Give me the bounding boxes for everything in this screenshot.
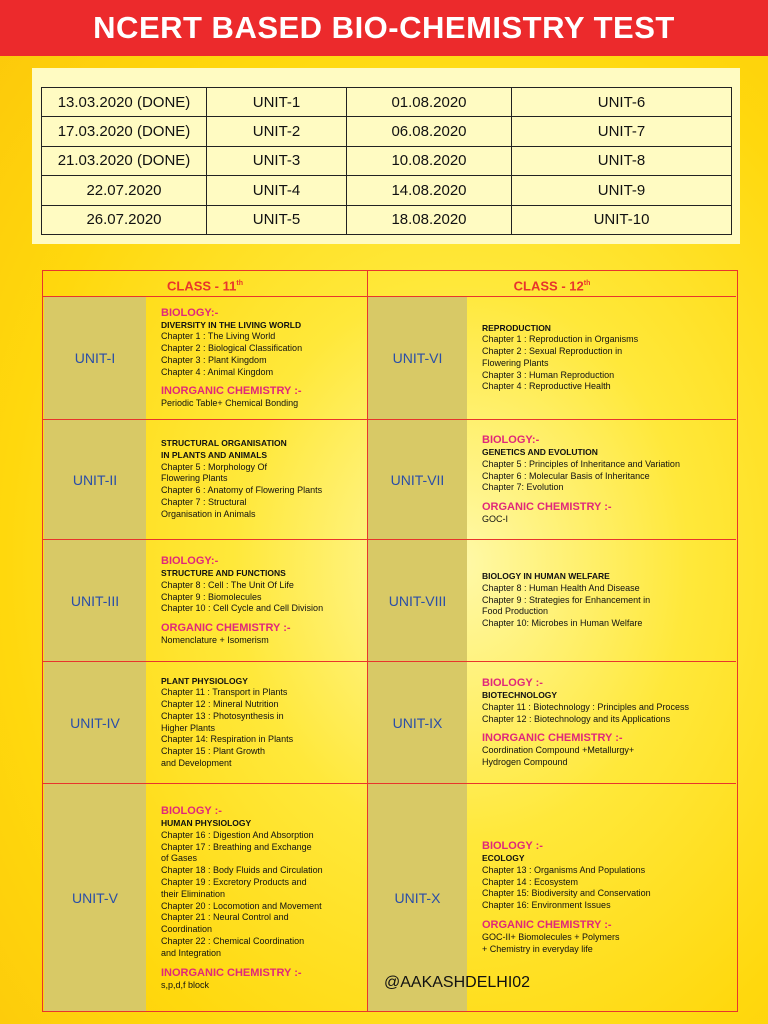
chapter-line: Chapter 4 : Reproductive Health: [482, 381, 611, 392]
section-heading: INORGANIC CHEMISTRY :-: [161, 966, 302, 979]
chapter-line: Chapter 2 : Sexual Reproduction in: [482, 346, 623, 357]
chapter-line: Organisation in Animals: [161, 508, 256, 519]
unit-label: UNIT-I: [44, 297, 146, 419]
unit-content: [482, 676, 733, 769]
schedule-date: 13.03.2020 (DONE): [42, 88, 207, 117]
chapter-line: Chapter 5 : Principles of Inheritance and Variation: [482, 458, 680, 469]
chapter-line: Periodic Table+ Chemical Bonding: [161, 398, 299, 409]
schedule-table: [41, 87, 732, 235]
topic-title: GENETICS AND EVOLUTION: [482, 447, 598, 457]
chapter-line: Chapter 19 : Excretory Products and: [161, 876, 307, 887]
chapter-line: Coordination: [161, 924, 213, 935]
unit-label: UNIT-X: [368, 784, 467, 1011]
schedule-date: 21.03.2020 (DONE): [42, 146, 207, 175]
schedule-unit: UNIT-3: [207, 146, 347, 175]
section-heading: BIOLOGY :-: [482, 677, 543, 689]
schedule-row: [42, 205, 732, 234]
chapter-line: and Integration: [161, 947, 222, 958]
class-11-header: CLASS - 11th: [167, 278, 243, 294]
chapter-line: + Chemistry in everyday life: [482, 943, 593, 954]
schedule-unit: UNIT-4: [207, 176, 347, 205]
chapter-line: Chapter 16: Environment Issues: [482, 900, 611, 911]
chapter-line: Coordination Compound +Metallurgy+: [482, 745, 635, 756]
unit-content: [482, 433, 733, 526]
topic-title: BIOLOGY IN HUMAN WELFARE: [482, 571, 610, 581]
schedule-unit: UNIT-7: [512, 117, 732, 146]
unit-label: UNIT-VI: [368, 297, 467, 419]
chapter-line: Chapter 13 : Photosynthesis in: [161, 710, 284, 721]
schedule-row: [42, 176, 732, 205]
unit-label: UNIT-VIII: [368, 540, 467, 661]
topic-title: PLANT PHYSIOLOGY: [161, 675, 248, 686]
chapter-line: and Development: [161, 758, 232, 769]
chapter-line: Chapter 18 : Body Fluids and Circulation: [161, 865, 323, 876]
section-heading: ORGANIC CHEMISTRY :-: [482, 918, 612, 931]
topic-title: ECOLOGY: [482, 853, 525, 863]
unit-content: [482, 571, 733, 630]
section-heading: BIOLOGY :-: [161, 805, 222, 817]
schedule-date: 06.08.2020: [347, 117, 512, 146]
chapter-line: Chapter 14 : Ecosystem: [482, 876, 579, 887]
chapter-line: Food Production: [482, 606, 549, 617]
chapter-line: Flowering Plants: [482, 357, 549, 368]
section-heading: INORGANIC CHEMISTRY :-: [482, 732, 623, 745]
unit-label: UNIT-V: [44, 784, 146, 1011]
topic-title: IN PLANTS AND ANIMALS: [161, 449, 268, 460]
chapter-line: Chapter 12 : Biotechnology and its Applications: [482, 713, 671, 724]
section-heading: ORGANIC CHEMISTRY :-: [482, 501, 612, 514]
chapter-line: their Elimination: [161, 888, 226, 899]
unit-content: [161, 676, 363, 770]
chapter-line: GOC-II+ Biomolecules + Polymers: [482, 931, 620, 942]
chapter-line: Chapter 9 : Biomolecules: [161, 591, 262, 602]
chapter-line: Chapter 6 : Anatomy of Flowering Plants: [161, 485, 323, 496]
chapter-line: Chapter 14: Respiration in Plants: [161, 734, 294, 745]
chapter-line: GOC-I: [482, 514, 508, 525]
chapter-line: of Gases: [161, 853, 198, 864]
chapter-line: Higher Plants: [161, 722, 216, 733]
schedule-unit: UNIT-6: [512, 88, 732, 117]
schedule-date: 18.08.2020: [347, 205, 512, 234]
schedule-date: 10.08.2020: [347, 146, 512, 175]
unit-label: UNIT-IV: [44, 662, 146, 783]
section-heading: BIOLOGY:-: [482, 434, 540, 446]
chapter-line: Chapter 6 : Molecular Basis of Inheritance: [482, 470, 650, 481]
topic-title: HUMAN PHYSIOLOGY: [161, 818, 252, 828]
unit-content: [161, 306, 363, 411]
topic-title: STRUCTURE AND FUNCTIONS: [161, 568, 286, 578]
unit-content: [161, 438, 363, 521]
unit-content: [161, 804, 363, 991]
schedule-row: [42, 117, 732, 146]
section-heading: BIOLOGY:-: [161, 306, 219, 319]
chapter-line: Chapter 21 : Neural Control and: [161, 912, 289, 923]
schedule-unit: UNIT-10: [512, 205, 732, 234]
section-heading: BIOLOGY:-: [161, 555, 219, 567]
schedule-unit: UNIT-9: [512, 176, 732, 205]
topic-title: DIVERSITY IN THE LIVING WORLD: [161, 319, 302, 330]
chapter-line: Chapter 1 : The Living World: [161, 331, 276, 342]
chapter-line: Chapter 17 : Breathing and Exchange: [161, 841, 312, 852]
schedule-date: 26.07.2020: [42, 205, 207, 234]
schedule-row: [42, 88, 732, 117]
chapter-line: Chapter 10: Microbes in Human Welfare: [482, 618, 643, 629]
chapter-line: Chapter 3 : Human Reproduction: [482, 369, 615, 380]
chapter-line: Chapter 15 : Plant Growth: [161, 746, 266, 757]
chapter-line: Hydrogen Compound: [482, 757, 568, 768]
schedule-date: 14.08.2020: [347, 176, 512, 205]
schedule-unit: UNIT-2: [207, 117, 347, 146]
chapter-line: Chapter 15: Biodiversity and Conservation: [482, 888, 651, 899]
chapter-line: Chapter 10 : Cell Cycle and Cell Division: [161, 603, 324, 614]
chapter-line: Chapter 8 : Human Health And Disease: [482, 582, 640, 593]
chapter-line: Chapter 11 : Biotechnology : Principles and Process: [482, 701, 689, 712]
syllabus-grid: [42, 270, 738, 1012]
unit-label: UNIT-II: [44, 420, 146, 539]
topic-title: BIOTECHNOLOGY: [482, 690, 558, 700]
unit-label: UNIT-III: [44, 540, 146, 661]
chapter-line: Chapter 2 : Biological Classification: [161, 343, 303, 354]
unit-content: [482, 323, 733, 394]
section-heading: ORGANIC CHEMISTRY :-: [161, 622, 291, 635]
unit-content: [161, 554, 363, 647]
schedule-date: 22.07.2020: [42, 176, 207, 205]
topic-title: REPRODUCTION: [482, 322, 551, 333]
chapter-line: s,p,d,f block: [161, 979, 210, 990]
chapter-line: Chapter 4 : Animal Kingdom: [161, 366, 274, 377]
section-heading: BIOLOGY :-: [482, 840, 543, 852]
chapter-line: Chapter 11 : Transport in Plants: [161, 687, 288, 698]
page-title: NCERT BASED BIO-CHEMISTRY TEST: [0, 0, 768, 56]
chapter-line: Chapter 1 : Reproduction in Organisms: [482, 334, 639, 345]
chapter-line: Chapter 20 : Locomotion and Movement: [161, 900, 322, 911]
schedule-row: [42, 146, 732, 175]
schedule-unit: UNIT-8: [512, 146, 732, 175]
schedule-unit: UNIT-1: [207, 88, 347, 117]
chapter-line: Chapter 7 : Structural: [161, 496, 247, 507]
chapter-line: Chapter 22 : Chemical Coordination: [161, 935, 305, 946]
class-12-header: CLASS - 12th: [513, 278, 591, 294]
chapter-line: Chapter 9 : Strategies for Enhancement in: [482, 594, 651, 605]
section-heading: INORGANIC CHEMISTRY :-: [161, 385, 302, 398]
schedule-date: 01.08.2020: [347, 88, 512, 117]
chapter-line: Chapter 7: Evolution: [482, 482, 564, 493]
watermark-handle: @AAKASHDELHI02: [384, 974, 531, 991]
chapter-line: Chapter 3 : Plant Kingdom: [161, 354, 267, 365]
unit-label: UNIT-IX: [368, 662, 467, 783]
schedule-date: 17.03.2020 (DONE): [42, 117, 207, 146]
schedule-unit: UNIT-5: [207, 205, 347, 234]
unit-content: [482, 839, 733, 956]
topic-title: STRUCTURAL ORGANISATION: [161, 438, 287, 448]
chapter-line: Chapter 8 : Cell : The Unit Of Life: [161, 579, 294, 590]
chapter-line: Nomenclature + Isomerism: [161, 635, 269, 646]
chapter-line: Chapter 13 : Organisms And Populations: [482, 864, 646, 875]
chapter-line: Flowering Plants: [161, 473, 228, 484]
unit-label: UNIT-VII: [368, 420, 467, 539]
chapter-line: Chapter 16 : Digestion And Absorption: [161, 829, 314, 840]
chapter-line: Chapter 5 : Morphology Of: [161, 461, 268, 472]
chapter-line: Chapter 12 : Mineral Nutrition: [161, 699, 279, 710]
